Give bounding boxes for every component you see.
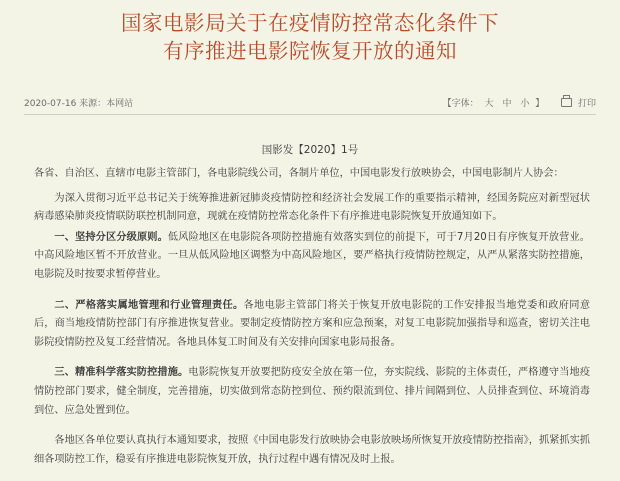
intro-paragraph: 为深入贯彻习近平总书记关于统筹推进新冠肺炎疫情防控和经济社会发展工作的重要指示精神，经国务院应对新型冠状病毒感染肺炎疫情联防联控机制同意，现就在疫情防控常态化条件下有序推进电影院恢复开放通知如下。: [34, 192, 590, 223]
font-size-label: 【字体：: [442, 99, 479, 109]
section-paragraph-1: [34, 229, 590, 285]
print-label: 打印: [577, 99, 596, 109]
article-title: [0, 9, 620, 65]
title-line-1: 国家电影局关于在疫情防控常态化条件下: [121, 11, 499, 35]
section-text-2: 各地电影主管部门将关于恢复开放电影院的工作安排报当地党委和政府同意后，商当地疫情防控部门有序推进恢复营业。要制定疫情防控方案和应急预案，对复工电影院加强指导和巡查，密切关注电影院疫情防控及复工经营情况。各地具体复工时间及有关安排向国家电影局报备。: [34, 299, 591, 348]
print-button[interactable]: [561, 99, 596, 109]
article-meta-bar: [24, 92, 596, 114]
printer-icon: [561, 98, 572, 107]
document-number: 国影发【2020】1号: [261, 144, 359, 156]
section-text-1: 低风险地区在电影院各项防控措施有效落实到位的前提下，可于7月20日有序恢复开放营业。中高风险地区暂不开放营业。一旦从低风险地区调整为中高风险地区，要严格执行疫情防控规定，从严从紧落实防控措施，电影院及时按要求暂停营业。: [34, 231, 590, 280]
font-size-large-link[interactable]: 大: [484, 99, 494, 109]
article-body: [34, 165, 590, 481]
divider: [24, 114, 596, 115]
meta-tools: [443, 96, 596, 109]
section-paragraph-2: [34, 297, 590, 353]
font-size-medium-link[interactable]: 中: [502, 99, 512, 109]
section-text-3: 电影院恢复开放要把防疫安全放在第一位，夯实院线、影院的主体责任，严格遵守当地疫情防控部门要求，健全制度，完善措施，切实做到常态防控到位、预约限流到位、排片间隔到位、人员排查到位、环境消毒到位、应急处置到位。: [34, 367, 591, 416]
font-size-close: 】: [535, 99, 545, 109]
salutation: 各省、自治区、直辖市电影主管部门，各电影院线公司，各制片单位，中国电影发行放映协会，中国电影制片人协会：: [34, 168, 564, 179]
section-heading-1: 一、坚持分区分级原则。: [54, 231, 168, 243]
closing-paragraph: 各地区各单位要认真执行本通知要求，按照《中国电影发行放映协会电影放映场所恢复开放疫情防控指南》，抓紧抓实抓细各项防控工作，稳妥有序推进电影院恢复开放，执行过程中遇有情况及时上报。: [34, 435, 590, 465]
section-heading-3: 三、精准科学落实防控措施。: [54, 367, 189, 379]
font-size-small-link[interactable]: 小: [520, 99, 530, 109]
title-line-2: 有序推进电影院恢复开放的通知: [163, 39, 457, 63]
section-heading-2: 二、严格落实属地管理和行业管理责任。: [54, 299, 244, 311]
section-paragraph-3: [34, 364, 590, 420]
date-source: 2020-07-16 来源：本网站: [24, 99, 134, 109]
